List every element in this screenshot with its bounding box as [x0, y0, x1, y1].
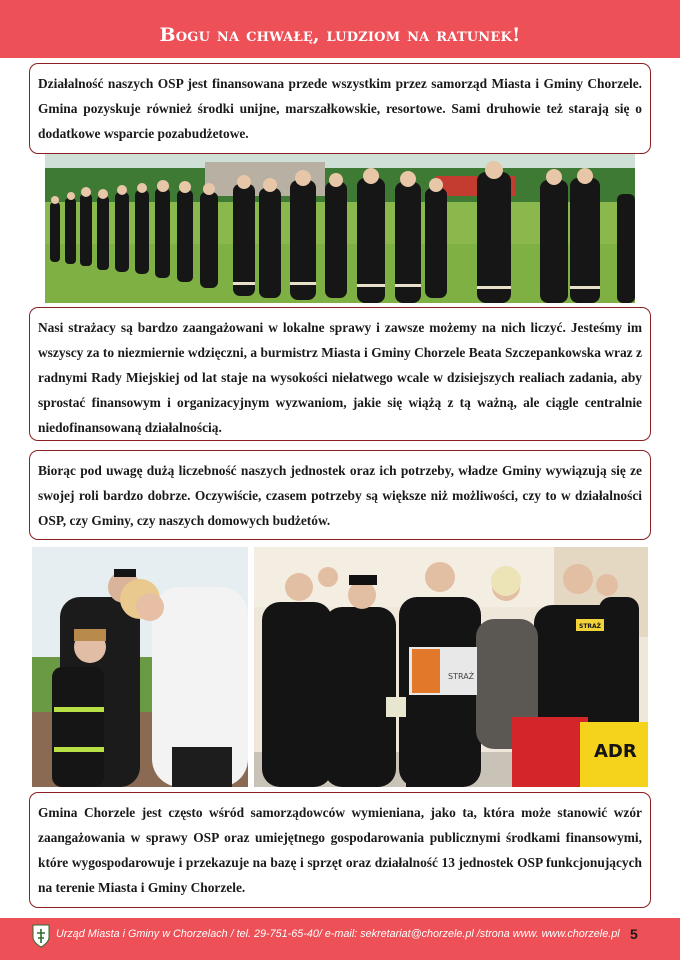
award-box-label: STRAŻ: [448, 672, 475, 681]
photo-group-donation: [254, 547, 648, 787]
paragraph-model-municipality: Gmina Chorzele jest często wśród samorządowców wymieniana, jako ta, która może stanowić wzór zaangażowania w sprawy OSP oraz umiejętnego gospodarowania publicznymi środkami finansowymi, które wygospodarowuje i przekazuje na bazę i sprzęt oraz działalność 13 jednostek OSP funkcjonujących na terenie Miasta i Gminy Chorzele.: [29, 792, 651, 908]
paragraph-funding: Działalność naszych OSP jest finansowana przede wszystkim przez samorząd Miasta i Gminy Chorzele. Gmina pozyskuje również środki unijne, marszałkowskie, resortowe. Sami druhowie też starają się o dodatkowe wsparcie pozabudżetowe.: [29, 63, 651, 154]
page-number: 5: [630, 926, 638, 942]
municipality-emblem-icon: [32, 924, 50, 948]
paragraph-budget: Biorąc pod uwagę dużą liczebność naszych jednostek oraz ich potrzeby, władze Gminy wywiązują się ze swojej roli bardzo dobrze. Oczywiście, czasem potrzeby są większe niż możliwości, czy to w działalności OSP, czy Gminy, czy naszych domowych budżetów.: [29, 450, 651, 540]
photo-firefighters-parade: [45, 154, 635, 303]
header-bar: [0, 0, 680, 58]
uniform-badge-label: STRAŻ: [579, 623, 602, 630]
page-title: Bogu na chwałę, ludziom na ratunek!: [159, 24, 521, 46]
photo-award-ceremony-child: [32, 547, 248, 787]
footer-bar: [0, 918, 680, 960]
footer-contact: Urząd Miasta i Gminy w Chorzelach / tel. 29-751-65-40/ e-mail: sekretariat@chorzele.pl /strona www. www.chorzele.pl: [56, 928, 620, 940]
paragraph-engagement: Nasi strażacy są bardzo zaangażowani w lokalne sprawy i zawsze możemy na nich liczyć. Jesteśmy im wszyscy za to niezmiernie wdzięczni, a burmistrz Miasta i Gminy Chorzele Beata Szczepankowska wraz z radnymi Rady Miejskiej od lat staje na wysokości niełatwego wcale w dzisiejszych realiach zadania, aby sprostać finansowym i organizacyjnym wyzwaniom, jakie się wiążą z tą ważną, ale ciągle centralnie niedofinansowaną działalnością.: [29, 307, 651, 441]
adr-bag-label: ADR: [594, 741, 637, 762]
